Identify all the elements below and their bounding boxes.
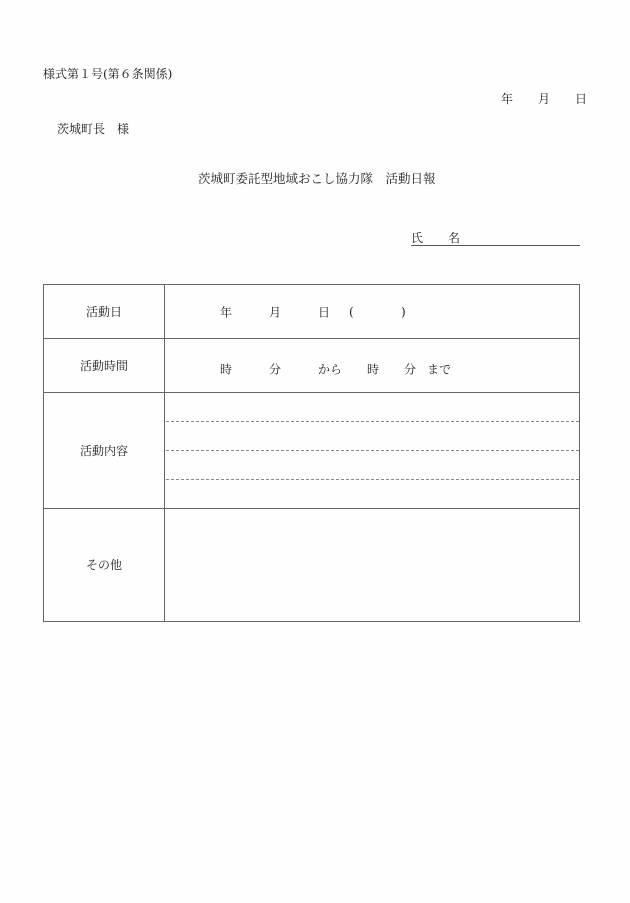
table-row-activity-date: [44, 285, 580, 339]
weekday-paren-close: ): [401, 304, 406, 319]
label-activity-content: 活動内容: [44, 393, 165, 508]
activity-report-table: [43, 284, 580, 622]
name-label-2: 名: [448, 231, 461, 245]
date-day-label: 日: [575, 92, 588, 106]
weekday-paren-open: (: [349, 304, 354, 319]
start-minute-label: 分: [269, 362, 282, 377]
activity-date-month: 月: [269, 305, 282, 320]
form-number: 様式第１号(第６条関係): [43, 67, 173, 81]
name-field[interactable]: [411, 232, 580, 246]
date-year-label: 年: [501, 92, 514, 106]
until-label: まで: [427, 362, 452, 377]
date-month-label: 月: [538, 92, 551, 106]
end-minute-label: 分: [404, 362, 417, 377]
label-activity-date: 活動日: [44, 285, 165, 339]
activity-date-year: 年: [220, 305, 233, 320]
label-activity-time: 活動時間: [44, 339, 165, 393]
name-label-1: 氏: [411, 231, 424, 245]
activity-time-field[interactable]: [165, 339, 580, 393]
activity-date-day: 日: [318, 305, 331, 320]
activity-content-field[interactable]: [165, 393, 580, 508]
content-line-divider: [166, 450, 579, 451]
content-line-divider: [166, 421, 579, 422]
end-hour-label: 時: [367, 362, 380, 377]
label-other: その他: [44, 508, 165, 621]
table-row-activity-time: [44, 339, 580, 393]
other-field[interactable]: [165, 508, 580, 621]
activity-date-field[interactable]: [165, 285, 580, 339]
start-hour-label: 時: [220, 362, 233, 377]
table-row-other: [44, 508, 580, 621]
document-title: 茨城町委託型地域おこし協力隊 活動日報: [198, 171, 436, 186]
addressee: 茨城町長 様: [57, 122, 130, 136]
table-row-activity-content: [44, 393, 580, 508]
from-label: から: [318, 362, 343, 377]
content-line-divider: [166, 479, 579, 480]
